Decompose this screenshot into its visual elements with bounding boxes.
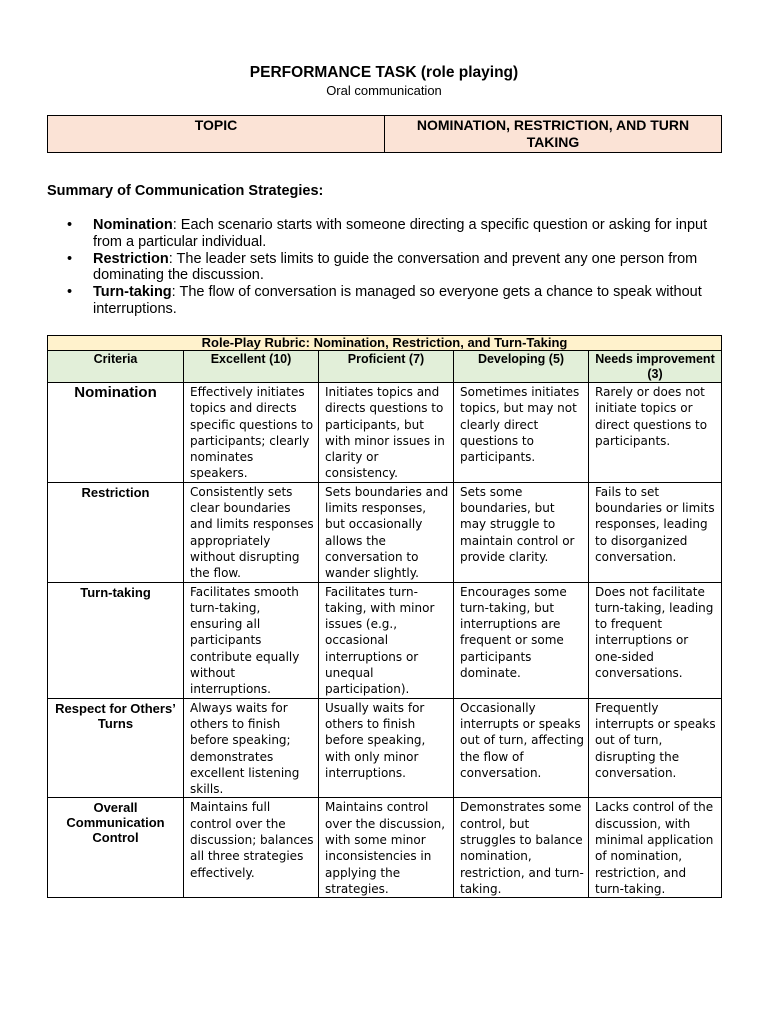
header-developing: Developing (5) — [454, 351, 589, 383]
developing-cell: Sometimes initiates topics, but may not clearly direct questions to participants. — [454, 383, 589, 483]
header-excellent: Excellent (10) — [184, 351, 319, 383]
developing-cell: Occasionally interrupts or speaks out of turn, affecting the flow of conversation. — [454, 698, 589, 798]
criteria-cell: Turn-taking — [48, 582, 184, 698]
table-row — [48, 383, 722, 483]
needs-improvement-cell: Fails to set boundaries or limits responses, leading to disorganized conversation. — [589, 482, 722, 582]
strategy-item-restriction — [47, 251, 727, 285]
header-needs-improvement: Needs improvement (3) — [589, 351, 722, 383]
developing-cell: Demonstrates some control, but struggles to balance nomination, restriction, and turn-taking. — [454, 798, 589, 898]
criteria-cell: Respect for Others’ Turns — [48, 698, 184, 798]
proficient-cell: Facilitates turn-taking, with minor issues (e.g., occasional interruptions or unequal participation). — [319, 582, 454, 698]
topic-table — [47, 115, 722, 153]
header-criteria: Criteria — [48, 351, 184, 383]
rubric-table — [47, 335, 722, 898]
proficient-cell: Maintains control over the discussion, with some minor inconsistencies in applying the strategies. — [319, 798, 454, 898]
developing-cell: Encourages some turn-taking, but interruptions are frequent or some participants dominate. — [454, 582, 589, 698]
excellent-cell: Facilitates smooth turn-taking, ensuring all participants contribute equally without interruptions. — [184, 582, 319, 698]
strategy-term: Turn-taking — [93, 284, 172, 301]
strategy-item-nomination — [47, 217, 727, 251]
criteria-cell: Restriction — [48, 482, 184, 582]
strategy-term: Nomination — [93, 217, 173, 233]
strategy-list — [47, 217, 727, 318]
proficient-cell: Sets boundaries and limits responses, but occasionally allows the conversation to wander slightly. — [319, 482, 454, 582]
table-row — [48, 482, 722, 582]
excellent-cell: Consistently sets clear boundaries and limits responses appropriately without disrupting the flow. — [184, 482, 319, 582]
strategy-text: : The leader sets limits to guide the conversation and prevent any one person from dominating the discussion. — [93, 250, 698, 284]
topic-label: TOPIC — [48, 116, 385, 153]
rubric-caption: Role-Play Rubric: Nomination, Restriction, and Turn-Taking — [48, 336, 722, 351]
summary-heading: Summary of Communication Strategies: — [47, 183, 324, 199]
criteria-cell: Nomination — [48, 383, 184, 483]
header-proficient: Proficient (7) — [319, 351, 454, 383]
needs-improvement-cell: Lacks control of the discussion, with minimal application of nomination, restriction, and turn-taking. — [589, 798, 722, 898]
strategy-text: : Each scenario starts with someone directing a specific question or asking for input from a particular individual. — [93, 217, 708, 250]
bullet-icon: • — [67, 217, 73, 233]
excellent-cell: Maintains full control over the discussion; balances all three strategies effectively. — [184, 798, 319, 898]
excellent-cell: Effectively initiates topics and directs specific questions to participants; clearly nominates speakers. — [184, 383, 319, 483]
criteria-cell: Overall Communication Control — [48, 798, 184, 898]
table-row — [48, 698, 722, 798]
table-row — [48, 798, 722, 898]
strategy-term: Restriction — [93, 250, 169, 267]
strategy-item-turn-taking — [47, 284, 727, 318]
bullet-icon: • — [67, 284, 73, 301]
page-subtitle: Oral communication — [326, 83, 442, 98]
strategy-text: : The flow of conversation is managed so everyone gets a chance to speak without interruptions. — [93, 284, 702, 317]
bullet-icon: • — [67, 250, 73, 267]
topic-value: NOMINATION, RESTRICTION, AND TURN TAKING — [385, 116, 722, 153]
excellent-cell: Always waits for others to finish before speaking; demonstrates excellent listening skills. — [184, 698, 319, 798]
needs-improvement-cell: Does not facilitate turn-taking, leading to frequent interruptions or one-sided conversations. — [589, 582, 722, 698]
proficient-cell: Usually waits for others to finish before speaking, with only minor interruptions. — [319, 698, 454, 798]
page-title: PERFORMANCE TASK (role playing) — [249, 64, 519, 81]
proficient-cell: Initiates topics and directs questions to participants, but with minor issues in clarity or consistency. — [319, 383, 454, 483]
needs-improvement-cell: Frequently interrupts or speaks out of turn, disrupting the conversation. — [589, 698, 722, 798]
needs-improvement-cell: Rarely or does not initiate topics or direct questions to participants. — [589, 383, 722, 483]
table-row — [48, 582, 722, 698]
developing-cell: Sets some boundaries, but may struggle to maintain control or provide clarity. — [454, 482, 589, 582]
